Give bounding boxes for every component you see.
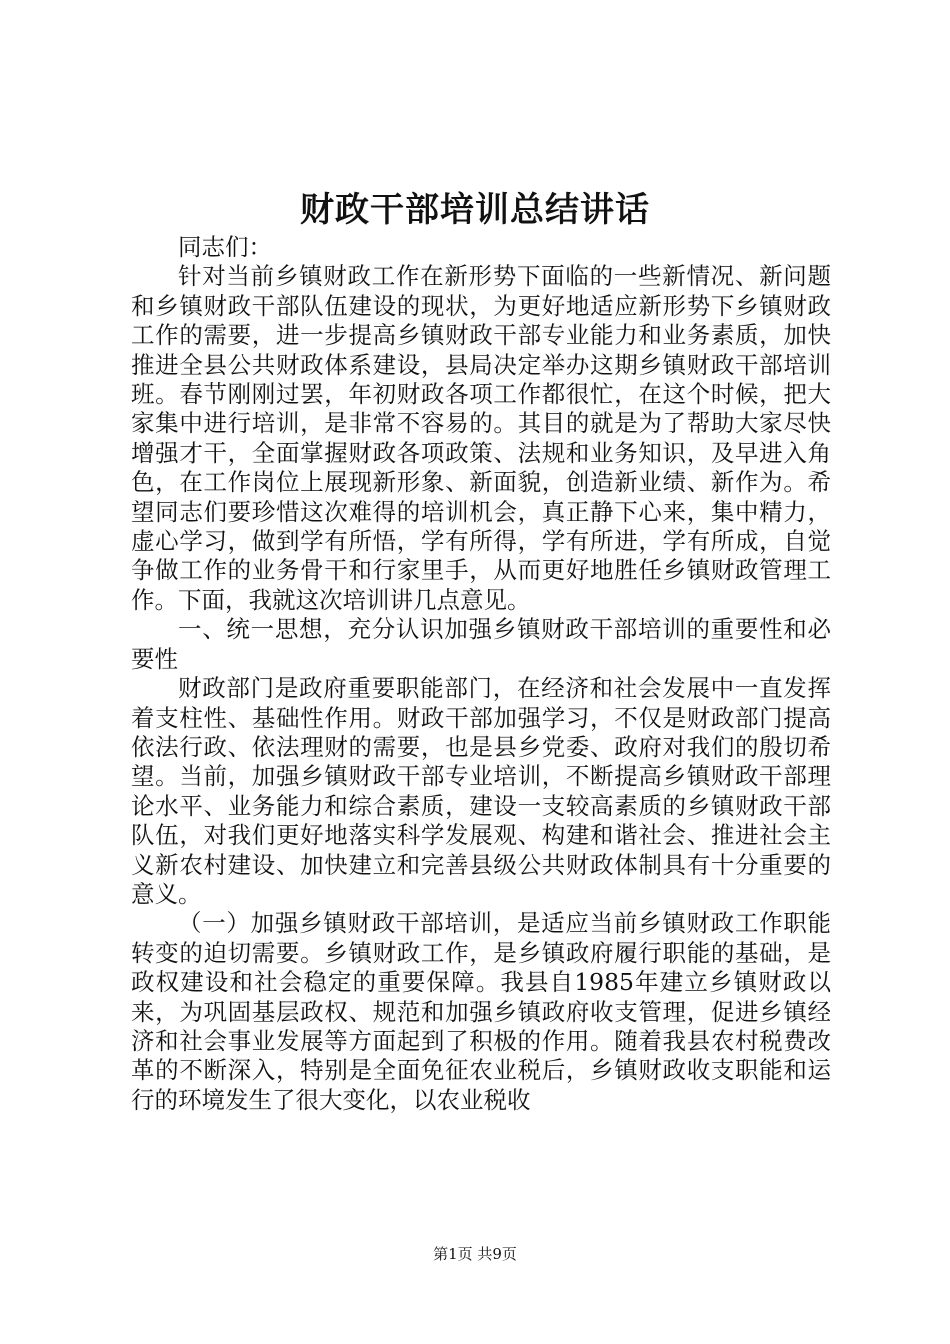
section-paragraph-1: 财政部门是政府重要职能部门，在经济和社会发展中一直发挥着支柱性、基础性作用。财政干部加强学习，不仅是财政部门提高依法行政、依法理财的需要，也是县乡党委、政府对我们的殷切希望。当前，加强乡镇财政干部专业培训，不断提高乡镇财政干部理论水平、业务能力和综合素质，建设一支较高素质的乡镇财政干部队伍，对我们更好地落实科学发展观、构建和谐社会、推进社会主义新农村建设、加快建立和完善县级公共财政体制具有十分重要的意义。 [131,674,831,908]
intro-paragraph: 针对当前乡镇财政工作在新形势下面临的一些新情况、新问题和乡镇财政干部队伍建设的现状，为更好地适应新形势下乡镇财政工作的需要，进一步提高乡镇财政干部专业能力和业务素质，加快推进全县公共财政体系建设，县局决定举办这期乡镇财政干部培训班。春节刚刚过罢，年初财政各项工作都很忙，在这个时候，把大家集中进行培训，是非常不容易的。其目的就是为了帮助大家尽快增强才干，全面掌握财政各项政策、法规和业务知识，及早进入角色，在工作岗位上展现新形象、新面貌，创造新业绩、新作为。希望同志们要珍惜这次难得的培训机会，真正静下心来，集中精力，虚心学习，做到学有所悟，学有所得，学有所进，学有所成，自觉争做工作的业务骨干和行家里手，从而更好地胜任乡镇财政管理工作。下面，我就这次培训讲几点意见。 [131,262,831,614]
section-heading-1: 一、统一思想，充分认识加强乡镇财政干部培训的重要性和必要性 [131,615,831,673]
page-number: 第1页 共9页 [433,1245,517,1263]
document-title: 财政干部培训总结讲话 [300,190,650,230]
document-body [131,233,831,1115]
subsection-paragraph-1: （一）加强乡镇财政干部培训，是适应当前乡镇财政工作职能转变的迫切需要。乡镇财政工作，是乡镇政府履行职能的基础，是政权建设和社会稳定的重要保障。我县自1985年建立乡镇财政以来，为巩固基层政权、规范和加强乡镇政府收支管理，促进乡镇经济和社会事业发展等方面起到了积极的作用。随着我县农村税费改革的不断深入，特别是全面免征农业税后，乡镇财政收支职能和运行的环境发生了很大变化，以农业税收 [131,909,831,1114]
salutation-paragraph: 同志们： [178,233,272,261]
